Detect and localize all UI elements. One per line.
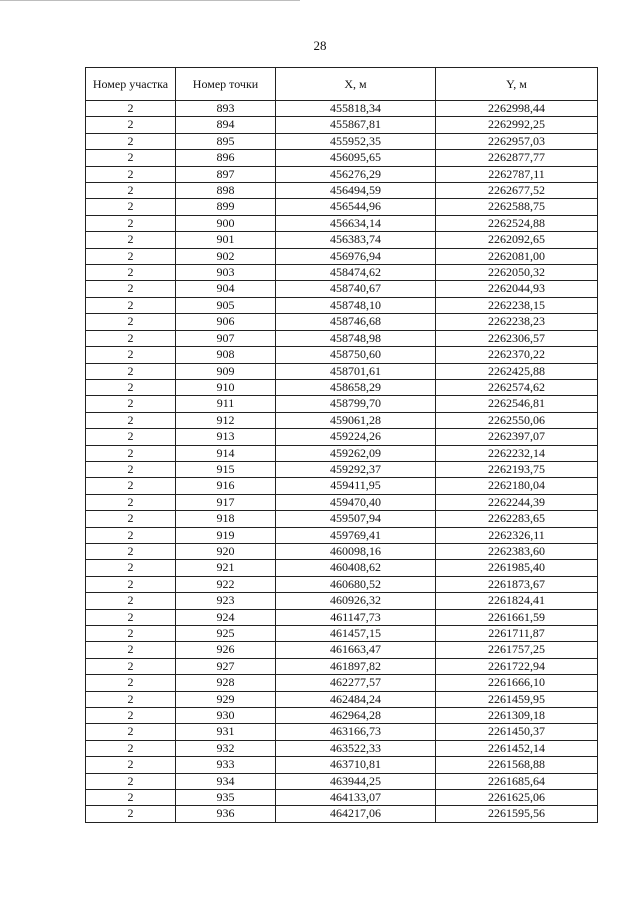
table-row	[86, 445, 598, 461]
cell-point-number: 928	[176, 675, 276, 691]
cell-plot-number: 2	[86, 757, 176, 773]
cell-point-number: 906	[176, 314, 276, 330]
cell-y-coordinate: 2262677,52	[436, 183, 598, 199]
table-row	[86, 215, 598, 231]
cell-plot-number: 2	[86, 150, 176, 166]
table-row	[86, 281, 598, 297]
cell-x-coordinate: 458750,60	[276, 347, 436, 363]
cell-x-coordinate: 459507,94	[276, 511, 436, 527]
cell-plot-number: 2	[86, 330, 176, 346]
cell-point-number: 903	[176, 265, 276, 281]
table-row	[86, 117, 598, 133]
cell-x-coordinate: 456494,59	[276, 183, 436, 199]
cell-plot-number: 2	[86, 363, 176, 379]
cell-y-coordinate: 2262306,57	[436, 330, 598, 346]
cell-x-coordinate: 458701,61	[276, 363, 436, 379]
cell-plot-number: 2	[86, 232, 176, 248]
cell-x-coordinate: 459411,95	[276, 478, 436, 494]
cell-x-coordinate: 462964,28	[276, 708, 436, 724]
table-row	[86, 248, 598, 264]
cell-plot-number: 2	[86, 790, 176, 806]
cell-plot-number: 2	[86, 691, 176, 707]
cell-plot-number: 2	[86, 724, 176, 740]
cell-plot-number: 2	[86, 773, 176, 789]
cell-x-coordinate: 461663,47	[276, 642, 436, 658]
cell-y-coordinate: 2262326,11	[436, 527, 598, 543]
table-row	[86, 314, 598, 330]
cell-point-number: 909	[176, 363, 276, 379]
cell-y-coordinate: 2262992,25	[436, 117, 598, 133]
table-row	[86, 806, 598, 822]
cell-x-coordinate: 455818,34	[276, 101, 436, 117]
cell-y-coordinate: 2262425,88	[436, 363, 598, 379]
cell-point-number: 900	[176, 215, 276, 231]
table-row	[86, 511, 598, 527]
cell-y-coordinate: 2262180,04	[436, 478, 598, 494]
table-row	[86, 626, 598, 642]
cell-x-coordinate: 455952,35	[276, 133, 436, 149]
cell-x-coordinate: 462484,24	[276, 691, 436, 707]
cell-x-coordinate: 464217,06	[276, 806, 436, 822]
cell-y-coordinate: 2262238,15	[436, 297, 598, 313]
cell-x-coordinate: 456276,29	[276, 166, 436, 182]
cell-point-number: 910	[176, 379, 276, 395]
cell-point-number: 929	[176, 691, 276, 707]
cell-point-number: 908	[176, 347, 276, 363]
cell-plot-number: 2	[86, 297, 176, 313]
table-row	[86, 478, 598, 494]
cell-plot-number: 2	[86, 658, 176, 674]
cell-point-number: 925	[176, 626, 276, 642]
cell-plot-number: 2	[86, 248, 176, 264]
cell-x-coordinate: 458748,98	[276, 330, 436, 346]
cell-y-coordinate: 2262383,60	[436, 543, 598, 559]
cell-point-number: 911	[176, 396, 276, 412]
cell-x-coordinate: 461147,73	[276, 609, 436, 625]
header-row	[86, 68, 598, 101]
cell-plot-number: 2	[86, 675, 176, 691]
table-row	[86, 576, 598, 592]
cell-point-number: 901	[176, 232, 276, 248]
cell-plot-number: 2	[86, 478, 176, 494]
cell-x-coordinate: 463710,81	[276, 757, 436, 773]
table-row	[86, 757, 598, 773]
cell-y-coordinate: 2261568,88	[436, 757, 598, 773]
cell-x-coordinate: 459061,28	[276, 412, 436, 428]
cell-x-coordinate: 458748,10	[276, 297, 436, 313]
table-row	[86, 527, 598, 543]
cell-point-number: 899	[176, 199, 276, 215]
cell-y-coordinate: 2262550,06	[436, 412, 598, 428]
table-row	[86, 363, 598, 379]
cell-y-coordinate: 2261873,67	[436, 576, 598, 592]
cell-plot-number: 2	[86, 314, 176, 330]
cell-plot-number: 2	[86, 593, 176, 609]
cell-point-number: 931	[176, 724, 276, 740]
cell-x-coordinate: 458658,29	[276, 379, 436, 395]
cell-y-coordinate: 2262238,23	[436, 314, 598, 330]
cell-y-coordinate: 2261711,87	[436, 626, 598, 642]
cell-plot-number: 2	[86, 527, 176, 543]
cell-point-number: 926	[176, 642, 276, 658]
cell-x-coordinate: 458746,68	[276, 314, 436, 330]
coordinates-table	[85, 67, 598, 823]
cell-y-coordinate: 2261666,10	[436, 675, 598, 691]
cell-y-coordinate: 2262877,77	[436, 150, 598, 166]
table-row	[86, 691, 598, 707]
cell-plot-number: 2	[86, 461, 176, 477]
cell-point-number: 912	[176, 412, 276, 428]
table-row	[86, 330, 598, 346]
table-row	[86, 347, 598, 363]
cell-point-number: 921	[176, 560, 276, 576]
cell-point-number: 922	[176, 576, 276, 592]
cell-y-coordinate: 2262787,11	[436, 166, 598, 182]
cell-point-number: 934	[176, 773, 276, 789]
cell-y-coordinate: 2262081,00	[436, 248, 598, 264]
cell-x-coordinate: 464133,07	[276, 790, 436, 806]
cell-plot-number: 2	[86, 379, 176, 395]
table-row	[86, 199, 598, 215]
table-row	[86, 494, 598, 510]
header-plot-number: Номер участка	[86, 68, 176, 101]
cell-x-coordinate: 463944,25	[276, 773, 436, 789]
table-row	[86, 740, 598, 756]
cell-y-coordinate: 2262574,62	[436, 379, 598, 395]
cell-x-coordinate: 463166,73	[276, 724, 436, 740]
cell-x-coordinate: 460408,62	[276, 560, 436, 576]
cell-point-number: 893	[176, 101, 276, 117]
cell-x-coordinate: 460680,52	[276, 576, 436, 592]
cell-y-coordinate: 2262397,07	[436, 429, 598, 445]
cell-x-coordinate: 456976,94	[276, 248, 436, 264]
cell-point-number: 894	[176, 117, 276, 133]
cell-plot-number: 2	[86, 806, 176, 822]
cell-y-coordinate: 2261625,06	[436, 790, 598, 806]
table-row	[86, 658, 598, 674]
cell-plot-number: 2	[86, 215, 176, 231]
table-row	[86, 412, 598, 428]
cell-x-coordinate: 458799,70	[276, 396, 436, 412]
cell-x-coordinate: 459769,41	[276, 527, 436, 543]
table-row	[86, 773, 598, 789]
cell-y-coordinate: 2262092,65	[436, 232, 598, 248]
cell-point-number: 923	[176, 593, 276, 609]
cell-point-number: 924	[176, 609, 276, 625]
cell-point-number: 914	[176, 445, 276, 461]
cell-x-coordinate: 459224,26	[276, 429, 436, 445]
cell-x-coordinate: 456544,96	[276, 199, 436, 215]
cell-plot-number: 2	[86, 101, 176, 117]
table-body	[86, 101, 598, 823]
table-row	[86, 790, 598, 806]
cell-plot-number: 2	[86, 445, 176, 461]
cell-point-number: 927	[176, 658, 276, 674]
cell-plot-number: 2	[86, 494, 176, 510]
cell-y-coordinate: 2261757,25	[436, 642, 598, 658]
table-row	[86, 543, 598, 559]
cell-point-number: 917	[176, 494, 276, 510]
cell-point-number: 898	[176, 183, 276, 199]
table-header	[86, 68, 598, 101]
cell-x-coordinate: 455867,81	[276, 117, 436, 133]
cell-y-coordinate: 2261450,37	[436, 724, 598, 740]
cell-x-coordinate: 460098,16	[276, 543, 436, 559]
cell-x-coordinate: 458474,62	[276, 265, 436, 281]
cell-point-number: 902	[176, 248, 276, 264]
cell-x-coordinate: 456634,14	[276, 215, 436, 231]
cell-x-coordinate: 461897,82	[276, 658, 436, 674]
cell-y-coordinate: 2262232,14	[436, 445, 598, 461]
table-row	[86, 297, 598, 313]
table-row	[86, 265, 598, 281]
cell-y-coordinate: 2261309,18	[436, 708, 598, 724]
cell-y-coordinate: 2262050,32	[436, 265, 598, 281]
cell-point-number: 935	[176, 790, 276, 806]
table-row	[86, 101, 598, 117]
table-row	[86, 461, 598, 477]
cell-y-coordinate: 2262370,22	[436, 347, 598, 363]
cell-point-number: 916	[176, 478, 276, 494]
table-row	[86, 133, 598, 149]
cell-y-coordinate: 2262193,75	[436, 461, 598, 477]
table-row	[86, 642, 598, 658]
scan-top-line	[0, 0, 300, 1]
cell-y-coordinate: 2262957,03	[436, 133, 598, 149]
header-point-number: Номер точки	[176, 68, 276, 101]
cell-plot-number: 2	[86, 576, 176, 592]
cell-plot-number: 2	[86, 265, 176, 281]
cell-point-number: 904	[176, 281, 276, 297]
cell-plot-number: 2	[86, 642, 176, 658]
cell-point-number: 905	[176, 297, 276, 313]
cell-point-number: 907	[176, 330, 276, 346]
cell-x-coordinate: 459292,37	[276, 461, 436, 477]
cell-y-coordinate: 2261685,64	[436, 773, 598, 789]
cell-x-coordinate: 456383,74	[276, 232, 436, 248]
table-row	[86, 708, 598, 724]
table-row	[86, 724, 598, 740]
cell-plot-number: 2	[86, 183, 176, 199]
cell-x-coordinate: 459470,40	[276, 494, 436, 510]
cell-plot-number: 2	[86, 396, 176, 412]
cell-y-coordinate: 2262998,44	[436, 101, 598, 117]
cell-plot-number: 2	[86, 609, 176, 625]
cell-point-number: 920	[176, 543, 276, 559]
cell-y-coordinate: 2261595,56	[436, 806, 598, 822]
cell-plot-number: 2	[86, 117, 176, 133]
cell-y-coordinate: 2261722,94	[436, 658, 598, 674]
cell-point-number: 897	[176, 166, 276, 182]
cell-plot-number: 2	[86, 511, 176, 527]
cell-x-coordinate: 459262,09	[276, 445, 436, 461]
page-number: 28	[313, 38, 327, 53]
cell-plot-number: 2	[86, 543, 176, 559]
table-row	[86, 429, 598, 445]
cell-plot-number: 2	[86, 199, 176, 215]
cell-plot-number: 2	[86, 429, 176, 445]
cell-point-number: 933	[176, 757, 276, 773]
cell-x-coordinate: 462277,57	[276, 675, 436, 691]
cell-point-number: 919	[176, 527, 276, 543]
table-row	[86, 593, 598, 609]
cell-y-coordinate: 2262588,75	[436, 199, 598, 215]
cell-point-number: 932	[176, 740, 276, 756]
header-x-coordinate: X, м	[276, 68, 436, 101]
cell-x-coordinate: 456095,65	[276, 150, 436, 166]
cell-x-coordinate: 461457,15	[276, 626, 436, 642]
cell-y-coordinate: 2262244,39	[436, 494, 598, 510]
table-row	[86, 379, 598, 395]
cell-y-coordinate: 2262044,93	[436, 281, 598, 297]
table-row	[86, 232, 598, 248]
table-row	[86, 166, 598, 182]
cell-plot-number: 2	[86, 740, 176, 756]
cell-plot-number: 2	[86, 166, 176, 182]
cell-x-coordinate: 458740,67	[276, 281, 436, 297]
cell-plot-number: 2	[86, 708, 176, 724]
cell-point-number: 913	[176, 429, 276, 445]
cell-x-coordinate: 460926,32	[276, 593, 436, 609]
cell-y-coordinate: 2261452,14	[436, 740, 598, 756]
table-row	[86, 183, 598, 199]
cell-plot-number: 2	[86, 347, 176, 363]
table-row	[86, 560, 598, 576]
cell-y-coordinate: 2262524,88	[436, 215, 598, 231]
cell-point-number: 930	[176, 708, 276, 724]
cell-point-number: 896	[176, 150, 276, 166]
cell-y-coordinate: 2261985,40	[436, 560, 598, 576]
cell-x-coordinate: 463522,33	[276, 740, 436, 756]
cell-y-coordinate: 2262283,65	[436, 511, 598, 527]
cell-point-number: 895	[176, 133, 276, 149]
cell-plot-number: 2	[86, 281, 176, 297]
table-row	[86, 396, 598, 412]
cell-plot-number: 2	[86, 626, 176, 642]
cell-y-coordinate: 2262546,81	[436, 396, 598, 412]
table-row	[86, 609, 598, 625]
cell-y-coordinate: 2261459,95	[436, 691, 598, 707]
table-row	[86, 675, 598, 691]
table-row	[86, 150, 598, 166]
cell-point-number: 918	[176, 511, 276, 527]
cell-plot-number: 2	[86, 560, 176, 576]
cell-y-coordinate: 2261661,59	[436, 609, 598, 625]
header-y-coordinate: Y, м	[436, 68, 598, 101]
cell-plot-number: 2	[86, 412, 176, 428]
cell-y-coordinate: 2261824,41	[436, 593, 598, 609]
cell-point-number: 915	[176, 461, 276, 477]
cell-point-number: 936	[176, 806, 276, 822]
cell-plot-number: 2	[86, 133, 176, 149]
